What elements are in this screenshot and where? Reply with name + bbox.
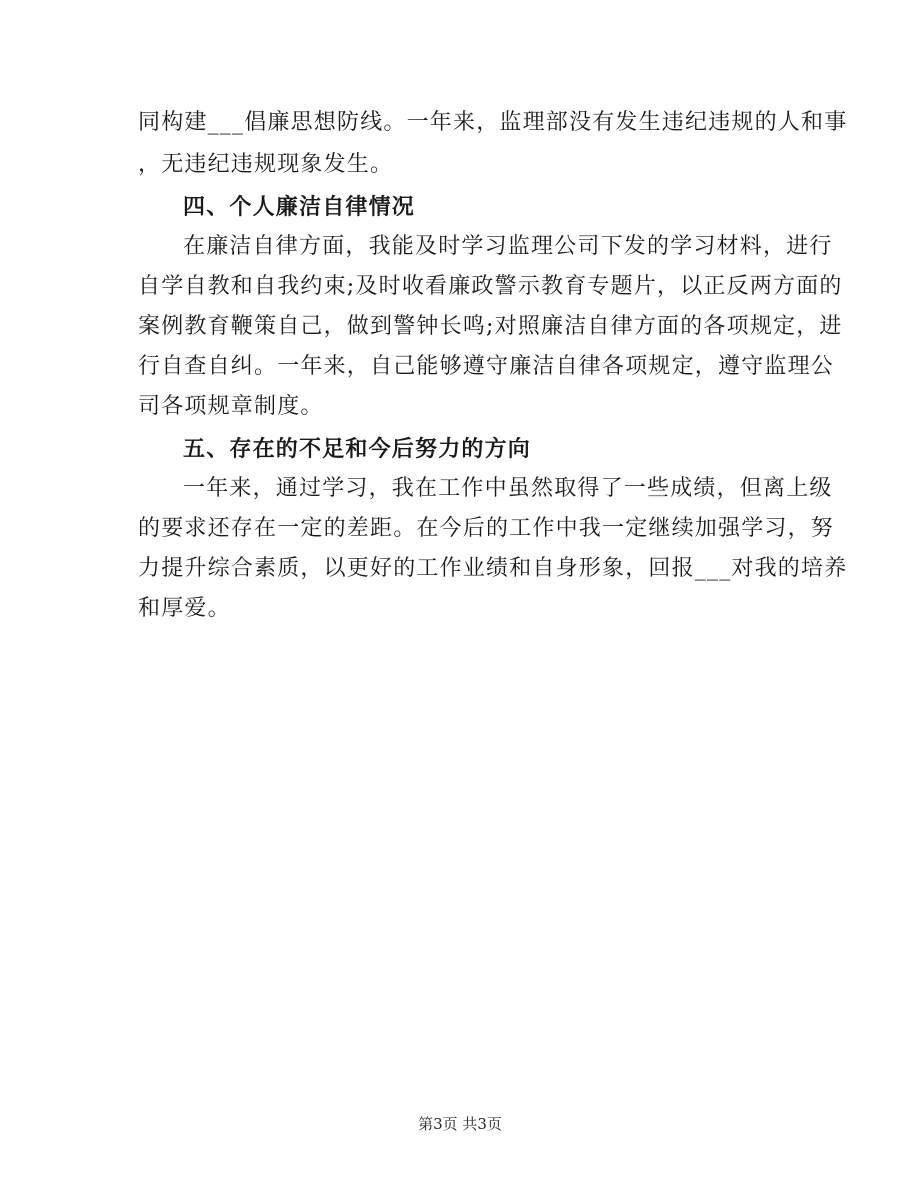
- paragraph-line: 在廉洁自律方面，我能及时学习监理公司下发的学习材料，进行: [183, 234, 833, 259]
- paragraph-line: 同构建___倡廉思想防线。一年来，监理部没有发生违纪违规的人和事: [138, 110, 848, 135]
- page-number-footer: 第3页 共3页: [418, 1115, 502, 1133]
- section-heading: 四、个人廉洁自律情况: [183, 194, 416, 220]
- paragraph-line: 力提升综合素质，以更好的工作业绩和自身形象，回报___对我的培养: [138, 556, 848, 581]
- paragraph-line: 和厚爱。: [138, 596, 231, 621]
- paragraph-line: 案例教育鞭策自己，做到警钟长鸣;对照廉洁自律方面的各项规定，进: [138, 314, 843, 339]
- paragraph-line: ，无违纪违规现象发生。: [138, 152, 394, 177]
- paragraph-line: 自学自教和自我约束;及时收看廉政警示教育专题片，以正反两方面的: [138, 274, 843, 299]
- paragraph-line: 一年来，通过学习，我在工作中虽然取得了一些成绩，但离上级: [183, 476, 833, 501]
- paragraph-line: 司各项规章制度。: [138, 394, 324, 419]
- paragraph-line: 行自查自纠。一年来，自己能够遵守廉洁自律各项规定，遵守监理公: [138, 354, 835, 379]
- section-heading: 五、存在的不足和今后努力的方向: [183, 436, 532, 462]
- paragraph-line: 的要求还存在一定的差距。在今后的工作中我一定继续加强学习，努: [138, 516, 835, 541]
